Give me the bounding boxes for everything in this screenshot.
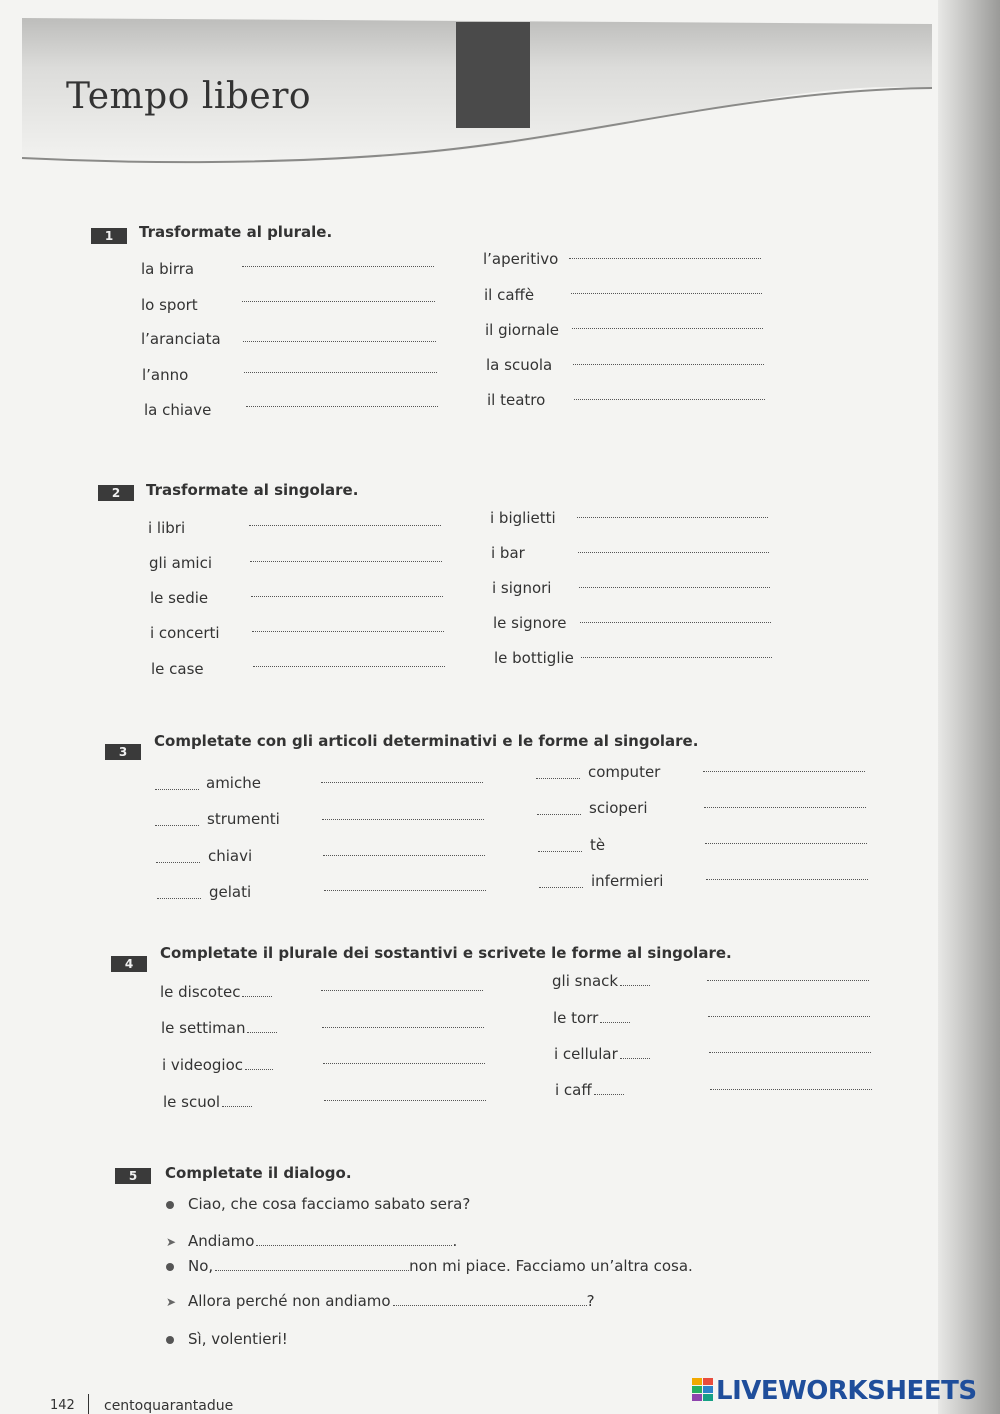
dialog-line: No, non mi piace. Facciamo un’altra cosa. [166,1257,693,1275]
ex1-answer-field[interactable] [246,406,438,407]
ex2-answer-field[interactable] [579,587,770,588]
exercise-4-badge: 4 [111,956,147,972]
footer-divider [88,1394,89,1414]
ex3-left-item: gelati [209,883,252,901]
header-bookmark-tab [456,22,530,128]
ex1-right-item: il caffè [484,286,535,304]
liveworksheets-watermark [692,1376,990,1406]
dialog-answer-field[interactable] [393,1305,587,1306]
ex4-answer-field[interactable] [323,1063,485,1064]
ex2-left-item: le case [151,660,204,678]
ex1-answer-field[interactable] [574,399,765,400]
ex2-right-item: i signori [492,579,552,597]
ex1-answer-field[interactable] [242,301,435,302]
ex2-right-item: le signore [493,614,567,632]
dialog-line: ➤ Andiamo . [166,1232,458,1250]
ex4-ending-field[interactable] [245,1069,273,1070]
ex2-answer-field[interactable] [252,631,444,632]
ex2-answer-field[interactable] [581,657,772,658]
page-number: 142 [50,1398,75,1413]
exercise-5-instruction: Completate il dialogo. [165,1164,352,1182]
ex2-answer-field[interactable] [250,561,442,562]
ex3-article-field[interactable] [155,825,199,826]
page-title: Tempo libero [66,76,312,117]
ex4-right-item: i cellular [554,1045,650,1063]
ex1-answer-field[interactable] [571,293,762,294]
exercise-3-badge: 3 [105,744,141,760]
ex4-ending-field[interactable] [222,1106,252,1107]
ex1-right-item: la scuola [486,356,553,374]
ex3-article-field[interactable] [538,851,582,852]
dialog-line: Ciao, che cosa facciamo sabato sera? [166,1195,470,1213]
ex2-right-item: i biglietti [490,509,556,527]
ex2-answer-field[interactable] [249,525,441,526]
ex4-answer-field[interactable] [708,1016,870,1017]
ex1-answer-field[interactable] [243,341,436,342]
ex4-right-item: gli snack [552,972,650,990]
ex2-answer-field[interactable] [580,622,771,623]
ex4-ending-field[interactable] [594,1094,624,1095]
exercise-5-badge: 5 [115,1168,151,1184]
ex3-answer-field[interactable] [704,807,866,808]
ex4-right-item: le torr [553,1009,630,1027]
ex3-right-item: scioperi [589,799,648,817]
ex4-left-item: le scuol [163,1093,252,1111]
ex1-left-item: la birra [141,260,195,278]
ex2-left-item: gli amici [149,554,213,572]
ex2-answer-field[interactable] [577,517,768,518]
ex2-answer-field[interactable] [253,666,445,667]
ex4-ending-field[interactable] [247,1032,277,1033]
ex4-left-item: le settiman [161,1019,277,1037]
ex2-right-item: i bar [491,544,525,562]
bullet-dot-icon [166,1263,174,1271]
ex1-left-item: l’aranciata [141,330,221,348]
exercise-4-instruction: Completate il plurale dei sostantivi e scrivete le forme al singolare. [160,944,732,962]
ex1-right-item: l’aperitivo [483,250,559,268]
exercise-2-instruction: Trasformate al singolare. [146,481,359,499]
ex4-ending-field[interactable] [242,996,272,997]
ex4-ending-field[interactable] [600,1022,630,1023]
ex4-answer-field[interactable] [709,1052,871,1053]
ex2-answer-field[interactable] [578,552,769,553]
ex2-right-item: le bottiglie [494,649,574,667]
ex4-answer-field[interactable] [324,1100,486,1101]
exercise-1-instruction: Trasformate al plurale. [139,223,333,241]
ex3-left-item: strumenti [207,810,280,828]
exercise-3-instruction: Completate con gli articoli determinativi e le forme al singolare. [154,732,699,750]
exercise-1-badge: 1 [91,228,127,244]
ex3-article-field[interactable] [156,862,200,863]
ex4-answer-field[interactable] [322,1027,484,1028]
ex3-answer-field[interactable] [706,879,868,880]
ex1-answer-field[interactable] [242,266,434,267]
ex2-answer-field[interactable] [251,596,443,597]
ex1-left-item: l’anno [142,366,189,384]
dialog-answer-field[interactable] [256,1245,452,1246]
ex4-answer-field[interactable] [321,990,483,991]
ex4-ending-field[interactable] [620,985,650,986]
ex4-ending-field[interactable] [620,1058,650,1059]
ex3-right-item: computer [588,763,661,781]
ex3-answer-field[interactable] [323,855,485,856]
page-number-word: centoquarantadue [104,1398,234,1414]
ex2-left-item: i concerti [150,624,220,642]
ex1-answer-field[interactable] [573,364,764,365]
ex3-answer-field[interactable] [321,782,483,783]
exercise-2-badge: 2 [98,485,134,501]
ex3-answer-field[interactable] [703,771,865,772]
arrowhead-icon: ➤ [166,1295,177,1309]
ex1-answer-field[interactable] [244,372,437,373]
liveworksheets-logo-icon [692,1378,714,1402]
ex3-right-item: infermieri [591,872,664,890]
ex3-answer-field[interactable] [322,819,484,820]
ex1-answer-field[interactable] [569,258,761,259]
ex1-left-item: la chiave [144,401,212,419]
ex3-article-field[interactable] [539,887,583,888]
ex4-left-item: le discotec [160,983,272,1001]
bullet-dot-icon [166,1336,174,1344]
ex3-article-field[interactable] [155,789,199,790]
ex3-left-item: amiche [206,774,261,792]
dialog-answer-field[interactable] [215,1270,409,1271]
ex4-right-item: i caff [555,1081,624,1099]
ex1-answer-field[interactable] [572,328,763,329]
dialog-line: Sì, volentieri! [166,1330,288,1348]
liveworksheets-text: LIVEWORKSHEETS [716,1376,977,1406]
ex4-answer-field[interactable] [707,980,869,981]
ex3-right-item: tè [590,836,606,854]
ex2-left-item: i libri [148,519,186,537]
bullet-dot-icon [166,1201,174,1209]
ex3-article-field[interactable] [157,898,201,899]
ex3-answer-field[interactable] [705,843,867,844]
dialog-line: ➤ Allora perché non andiamo ? [166,1292,595,1310]
ex4-answer-field[interactable] [710,1089,872,1090]
ex1-right-item: il teatro [487,391,546,409]
ex4-left-item: i videogioc [162,1056,273,1074]
ex3-left-item: chiavi [208,847,253,865]
scan-edge [938,0,1000,1414]
ex1-right-item: il giornale [485,321,559,339]
ex2-left-item: le sedie [150,589,209,607]
ex3-answer-field[interactable] [324,890,486,891]
ex3-article-field[interactable] [537,814,581,815]
arrowhead-icon: ➤ [166,1235,177,1249]
ex3-article-field[interactable] [536,778,580,779]
ex1-left-item: lo sport [141,296,198,314]
